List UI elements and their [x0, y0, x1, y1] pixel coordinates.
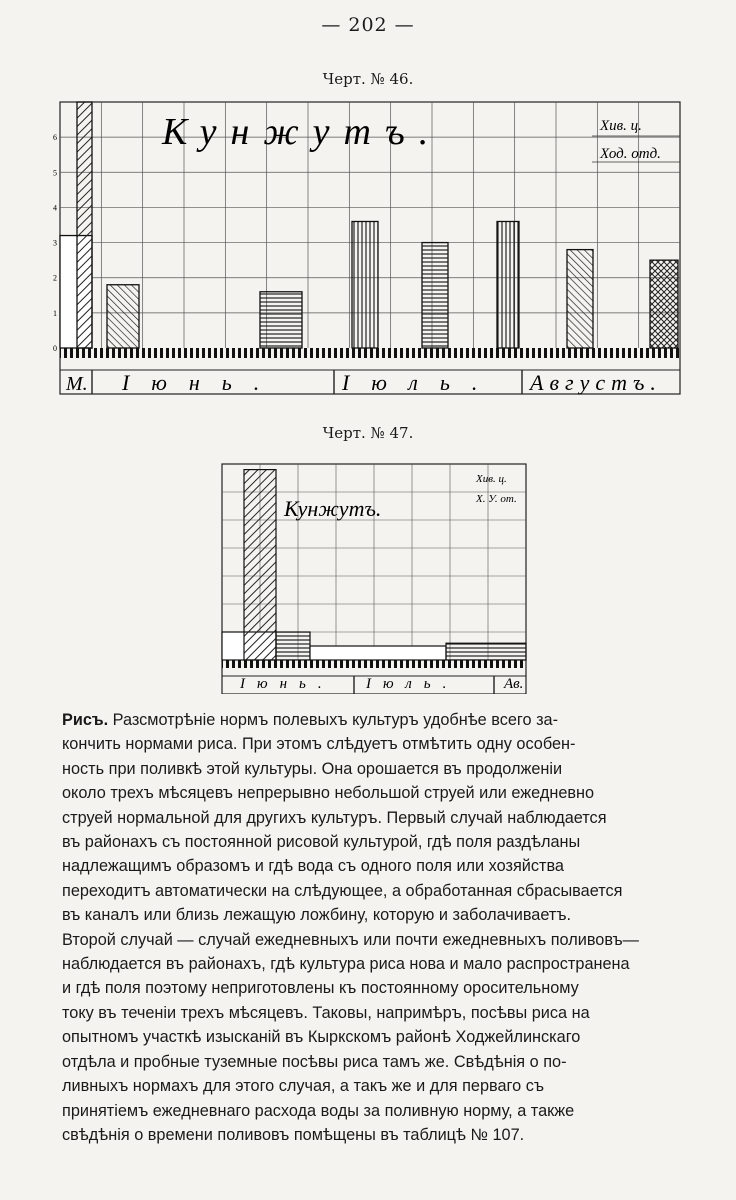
chart-46-y-tick-label: 5	[53, 168, 57, 178]
chart-46-bar	[422, 243, 448, 348]
chart-47-bar	[310, 646, 446, 660]
chart-46-y-tick-label: 1	[53, 308, 57, 318]
text-line: принятіемъ ежедневнаго расхода воды за поливную норму, а также	[62, 1101, 575, 1120]
chart-46-bar	[77, 102, 92, 348]
chart-46-bar	[567, 250, 593, 348]
text-line: около трехъ мѣсяцевъ непрерывно небольшой струей или ежедневно	[62, 784, 595, 803]
text-line: въ каналъ или близь лежащую ложбину, которую и заболачиваетъ.	[62, 906, 572, 925]
text-line: свѣдѣнія о времени поливовъ помѣщены въ таблицѣ № 107.	[62, 1125, 525, 1144]
text-line: кончить нормами риса. При этомъ слѣдуетъ отмѣтить одну особен-	[62, 735, 576, 754]
chart-46-handwritten-title: Кунжутъ.	[162, 111, 443, 153]
chart-46-bar	[260, 292, 302, 348]
text-line: Второй случай — случай ежедневныхъ или почти ежедневныхъ поливовъ—	[62, 930, 639, 949]
text-line: наблюдается въ районахъ, гдѣ культура риса нова и мало распространена	[62, 955, 630, 974]
chart-46-y-tick-label: 2	[53, 273, 57, 283]
chart-47-month-label: Ав.	[504, 676, 524, 692]
chart-47-day-ruler	[222, 660, 526, 668]
text-line: ность при поливкѣ этой культуры. Она орошается въ продолженіи	[62, 759, 563, 778]
chart-46-month-label: Іюнь.	[122, 370, 282, 395]
text-line: переходитъ автоматически на слѣдующее, а обработанная сбрасывается	[62, 881, 623, 900]
chart-46-y-tick-label: 4	[53, 203, 57, 213]
chart-46-month-label: Іюль.	[342, 370, 500, 395]
chart-46	[52, 100, 688, 400]
chart-46-legend-1: Хив. ц.	[600, 118, 642, 134]
chart-46-bar	[352, 221, 378, 348]
chart-46-y-tick-label: 0	[53, 344, 57, 353]
chart-46-day-ruler	[60, 348, 680, 358]
chart-47-bar	[244, 470, 276, 660]
chart-47-month-label: Іюнь.	[240, 676, 334, 692]
chart-46-bar	[107, 285, 139, 348]
text-line: току въ теченіи трехъ мѣсяцевъ. Таковы, напримѣръ, посѣвы риса на	[62, 1003, 590, 1022]
chart-47	[214, 462, 530, 694]
chart-46-bar	[497, 221, 519, 348]
chart-47-bar	[446, 643, 526, 660]
chart-46-month-label: М.	[66, 373, 88, 395]
chart-46-legend-2: Ход. отд.	[600, 146, 661, 162]
text-line: и гдѣ поля поэтому неприготовлены къ постоянному оросительному	[62, 979, 579, 998]
chart-47-month-label: Іюль.	[366, 676, 459, 692]
section-lead-word: Рисъ.	[62, 711, 109, 729]
chart-46-bar	[650, 260, 678, 348]
text-line: надлежащимъ образомъ и гдѣ вода съ одного поля или хозяйства	[62, 857, 564, 876]
text-line-content: Разсмотрѣніе нормъ полевыхъ культуръ удобнѣе всего за-	[112, 711, 559, 729]
page-number: — 202 —	[321, 14, 415, 36]
text-line: ливныхъ нормахъ для этого случая, а такъ же и для перваго съ	[62, 1077, 545, 1096]
text-line: въ районахъ съ постоянной рисовой культурой, гдѣ поля раздѣланы	[62, 833, 581, 852]
chart-47-legend-1: Хив. ц.	[476, 473, 507, 485]
chart-46-y-tick-label: 3	[53, 238, 57, 248]
figure-46-caption: Черт. № 46.	[322, 70, 414, 88]
chart-46-y-ticks	[53, 133, 57, 353]
text-line: отдѣла и пробные туземные посѣвы риса тамъ же. Свѣдѣнія о по-	[62, 1052, 567, 1071]
chart-47-handwritten-title: Кунжутъ.	[284, 496, 382, 521]
figure-47-caption: Черт. № 47.	[322, 424, 414, 442]
chart-47-bar	[276, 632, 310, 660]
text-line: опытномъ участкѣ изысканій въ Кыркскомъ районѣ Ходжейлинскаго	[62, 1028, 581, 1047]
chart-46-y-tick-label: 6	[53, 133, 57, 143]
body-text	[62, 708, 684, 1147]
chart-46-month-label: Августъ.	[530, 370, 662, 395]
chart-47-legend-2: Х. У. от.	[476, 493, 517, 505]
text-line	[62, 708, 684, 732]
text-line: струей нормальной для другихъ культуръ. Первый случай наблюдается	[62, 808, 607, 827]
